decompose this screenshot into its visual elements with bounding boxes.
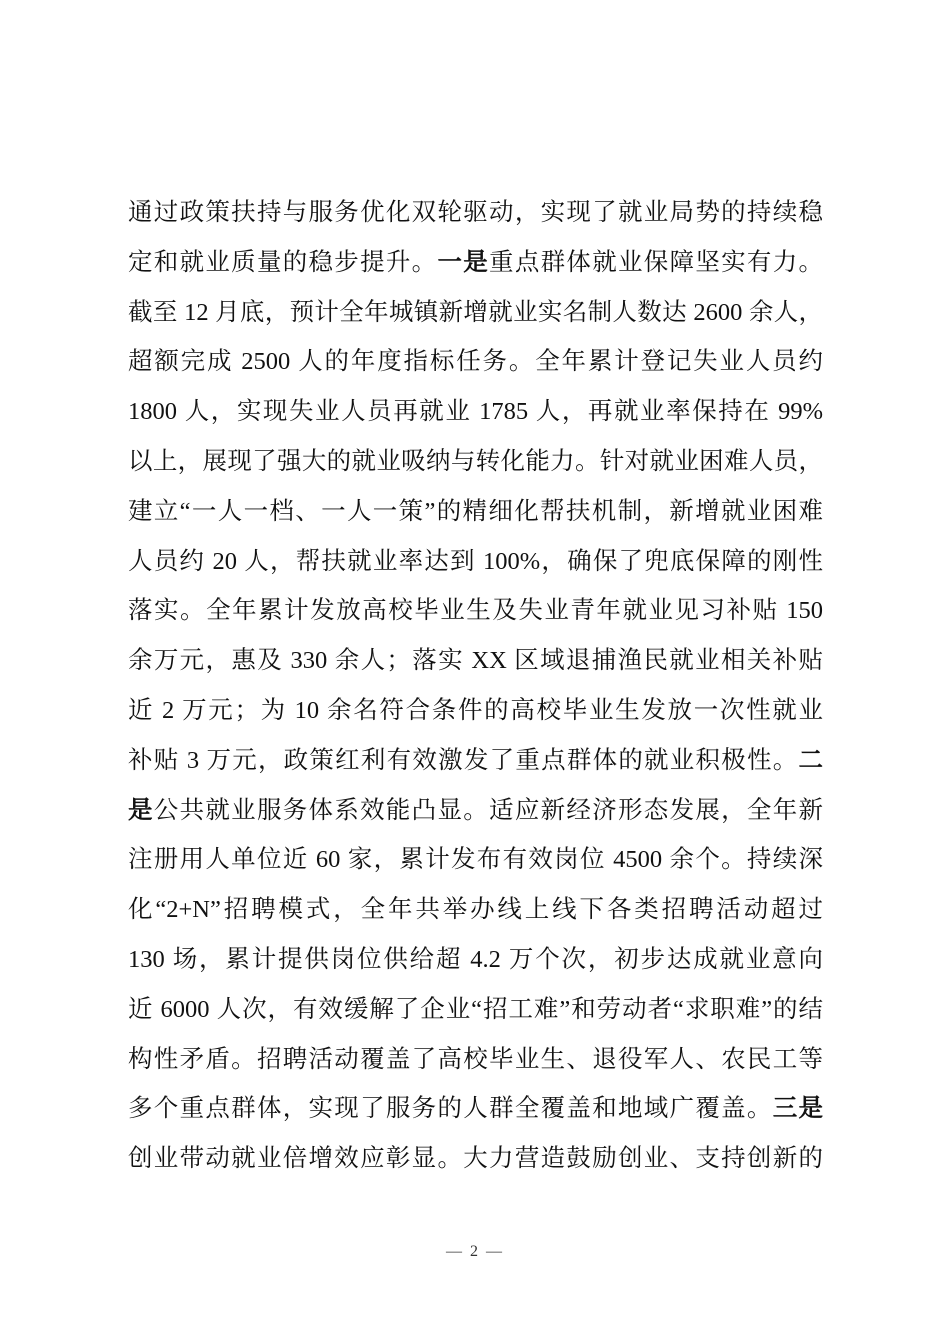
text-line	[128, 835, 823, 885]
text-segment: 人员约 20 人，帮扶就业率达到 100%，确保了兜底保障的刚性	[128, 547, 823, 575]
bold-heading-segment: 二	[798, 746, 823, 774]
text-segment: 近 6000 人次，有效缓解了企业“招工难”和劳动者“求职难”的结	[128, 995, 823, 1023]
text-segment: 余万元，惠及 330 余人；落实 XX 区域退捕渔民就业相关补贴	[128, 647, 823, 675]
text-line	[128, 337, 823, 387]
text-segment: 截至 12 月底，预计全年城镇新增就业实名制人数达 2600 余人，	[128, 298, 823, 326]
text-line	[128, 885, 823, 935]
text-segment: 超额完成 2500 人的年度指标任务。全年累计登记失业人员约	[128, 348, 823, 376]
text-segment: 化“2+N”招聘模式，全年共举办线上线下各类招聘活动超过	[128, 896, 823, 924]
text-segment: 定和就业质量的稳步提升。	[128, 248, 438, 276]
text-segment: 注册用人单位近 60 家，累计发布有效岗位 4500 余个。持续深	[128, 846, 823, 874]
text-line	[128, 1035, 823, 1085]
text-line	[128, 1084, 823, 1134]
text-line	[128, 188, 823, 238]
text-line	[128, 686, 823, 736]
text-segment: 补贴 3 万元，政策红利有效激发了重点群体的就业积极性。	[128, 746, 799, 774]
text-line	[128, 288, 823, 338]
text-segment: 通过政策扶持与服务优化双轮驱动，实现了就业局势的持续稳	[128, 199, 823, 226]
text-line	[128, 786, 823, 836]
bold-heading-segment: 一是	[437, 248, 490, 276]
text-segment: 近 2 万元；为 10 余名符合条件的高校毕业生发放一次性就业	[128, 696, 823, 724]
text-line	[128, 1134, 823, 1184]
text-line	[128, 387, 823, 437]
bold-heading-segment: 是	[128, 796, 154, 824]
text-segment: 构性矛盾。招聘活动覆盖了高校毕业生、退役军人、农民工等	[128, 1045, 823, 1073]
text-line	[128, 636, 823, 686]
body-text	[128, 188, 823, 1184]
text-line	[128, 537, 823, 587]
text-segment: 以上，展现了强大的就业吸纳与转化能力。针对就业困难人员，	[128, 447, 823, 475]
text-line	[128, 985, 823, 1035]
text-line	[128, 238, 823, 288]
text-segment: 1800 人，实现失业人员再就业 1785 人，再就业率保持在 99%	[128, 398, 823, 426]
text-segment: 重点群体就业保障坚实有力。	[489, 248, 824, 276]
text-segment: 130 场，累计提供岗位供给超 4.2 万个次，初步达成就业意向	[128, 945, 823, 973]
text-line	[128, 586, 823, 636]
page-number: — 2 —	[446, 1243, 504, 1260]
text-segment: 创业带动就业倍增效应彰显。大力营造鼓励创业、支持创新的	[128, 1145, 823, 1173]
text-line	[128, 736, 823, 786]
text-line	[128, 437, 823, 487]
text-segment: 落实。全年累计发放高校毕业生及失业青年就业见习补贴 150	[128, 597, 823, 625]
text-line	[128, 487, 823, 537]
bold-heading-segment: 三是	[772, 1095, 824, 1123]
text-segment: 多个重点群体，实现了服务的人群全覆盖和地域广覆盖。	[128, 1095, 773, 1123]
text-segment: 公共就业服务体系效能凸显。适应新经济形态发展，全年新	[153, 796, 824, 824]
text-segment: 建立“一人一档、一人一策”的精细化帮扶机制，新增就业困难	[128, 497, 823, 525]
text-line	[128, 935, 823, 985]
